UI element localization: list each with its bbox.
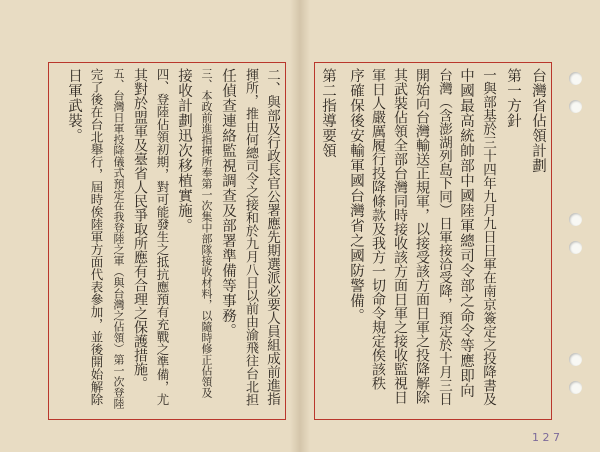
page-stamp: 1 2 7 [532,431,560,444]
punch-hole [569,381,582,394]
text-line: 開始向台灣輸送正規軍，以接受該方面日軍之投降解除 [414,68,430,404]
text-line: 五、台灣日軍投降儀式預定在我登陸之軍（與台灣之佔領）第一次登陸 [112,68,125,409]
text-line: 接收計劃迅次移植實施。 [176,68,192,233]
text-line: 其武裝佔領全部台灣同時接收該方面日軍之接收監視日 [392,68,408,404]
punch-hole [569,100,582,113]
text-line: 軍日人嚴厲履行投降條款及我方一切命令規定俟該秩 [370,68,386,390]
text-line: 三、本政前進指揮所奉第一次集中部隊接收材料，以隨時修正佔領及 [200,68,213,398]
text-line: 二、與部及行政長官公署應先期選派必要人員組成前進指 [264,68,280,406]
section-heading: 第二指導要領 [320,68,336,158]
text-line: 台灣（含澎湖列島下同）日軍接洽受降，預定於十月三日 [436,68,452,406]
text-line: 其對於盟軍及臺省人民爭取所應有合理之保護措施。 [132,68,148,390]
text-line: 四、登陸佔領初期，對可能發生之抵抗應預有充戰之準備，尤 [155,68,170,406]
text-line: 中國最高統帥部中國陸軍總司令部之命令等應即向 [458,68,474,398]
section-heading: 第一方針 [505,68,521,128]
punch-hole [569,213,582,226]
text-line: 任偵查連絡監視調查及部署準備等事務。 [220,68,236,338]
text-line: 日軍武裝。 [66,68,82,143]
punch-hole [569,72,582,85]
punch-hole [569,353,582,366]
document-title: 台灣省佔領計劃 [530,68,546,173]
punch-hole [569,241,582,254]
binding-crease [290,0,310,452]
text-line: 揮所，推由何總司令之接和於九月八日以前由渝飛往台北担 [243,68,258,406]
text-line: 序確保後安輸軍國台灣省之國防警備。 [348,68,364,323]
text-line: 完了後在台北舉行，屆時俟陸軍方面代表參加，並後開始解除 [89,68,104,406]
text-line: 一與部基於三十四年九月九日日軍在南京簽定之投降書及 [480,68,496,406]
